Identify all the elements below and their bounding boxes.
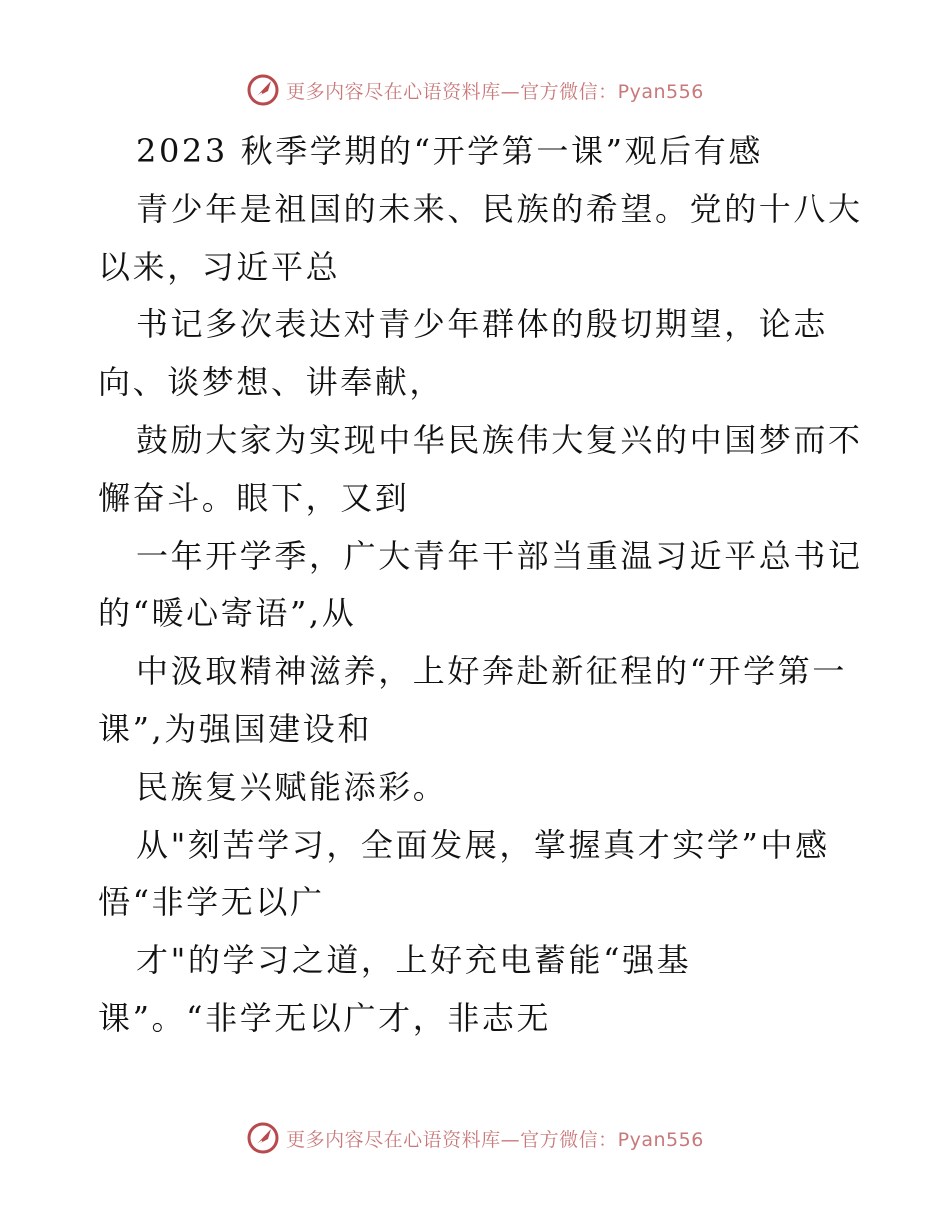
text-line: 中汲取精神滋养，上好奔赴新征程的“开学第一 [136, 652, 847, 691]
text-line: 从"刻苦学习，全面发展，掌握真才实学”中感 [136, 825, 830, 864]
text-line: 青少年是祖国的未来、民族的希望。党的十八大 [136, 189, 863, 228]
text-line: 书记多次表达对青少年群体的殷切期望，论志 [136, 305, 829, 344]
text-line: 课”。“非学无以广才，非志无 [98, 998, 552, 1037]
text-line: 民族复兴赋能添彩。 [136, 767, 448, 806]
text-line: 懈奋斗。眼下，又到 [98, 478, 410, 517]
header-watermark [0, 70, 950, 110]
text-line: 悟“非学无以广 [98, 883, 325, 922]
text-line: 以来，习近平总 [98, 247, 341, 286]
text-line: 才"的学习之道，上好充电蓄能“强基 [136, 941, 692, 980]
document-title: 2023 秋季学期的“开学第一课”观后有感 [136, 132, 763, 170]
quill-logo-icon [246, 1121, 280, 1155]
text-line: 课”,为强国建设和 [98, 709, 372, 748]
text-line: 的“暖心寄语”,从 [98, 594, 357, 633]
text-line: 向、谈梦想、讲奉献， [98, 363, 445, 402]
watermark-text: 更多内容尽在心语资料库—官方微信：Pyan556 [286, 80, 704, 103]
text-line: 鼓励大家为实现中华民族伟大复兴的中国梦而不 [136, 420, 863, 459]
document-body [98, 123, 863, 1048]
footer-watermark [0, 1118, 950, 1158]
quill-logo-icon [246, 73, 280, 107]
text-line: 一年开学季，广大青年干部当重温习近平总书记 [136, 536, 863, 575]
watermark-text: 更多内容尽在心语资料库—官方微信：Pyan556 [286, 1128, 704, 1151]
